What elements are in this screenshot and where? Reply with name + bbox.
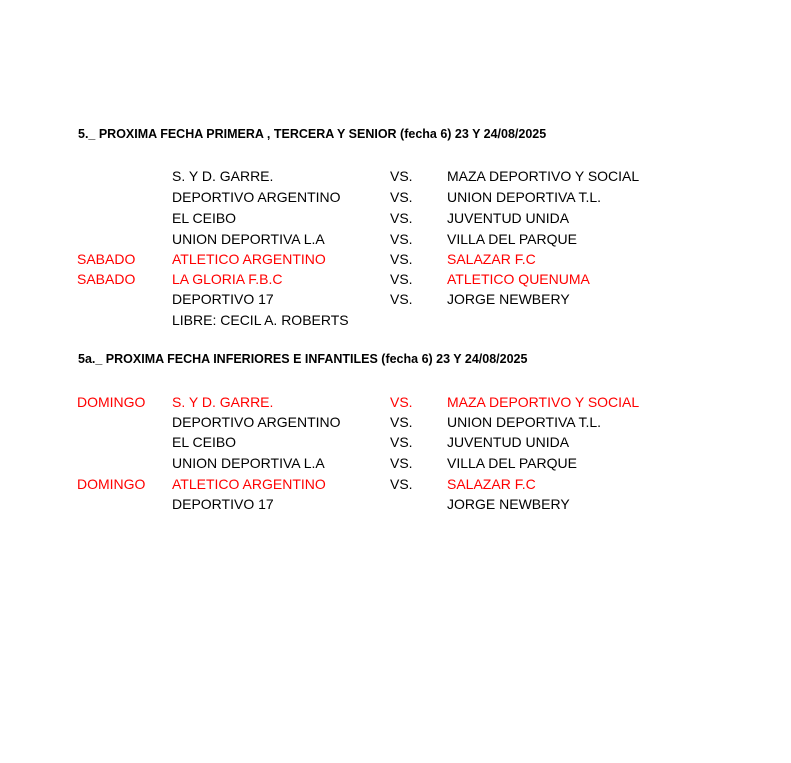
match-day: DOMINGO <box>77 476 146 492</box>
versus-label: VS. <box>390 210 413 226</box>
away-team: UNION DEPORTIVA T.L. <box>447 189 602 205</box>
home-team: S. Y D. GARRE. <box>172 168 274 184</box>
fixture-row <box>0 455 791 475</box>
section-2-title: 5a._ PROXIMA FECHA INFERIORES E INFANTILES (fecha 6) 23 Y 24/08/2025 <box>78 352 528 366</box>
versus-label: VS. <box>390 414 413 430</box>
fixture-row <box>0 414 791 434</box>
section-1-title: 5._ PROXIMA FECHA PRIMERA , TERCERA Y SENIOR (fecha 6) 23 Y 24/08/2025 <box>78 127 547 141</box>
home-team: DEPORTIVO 17 <box>172 291 274 307</box>
fixture-row-highlighted <box>0 394 791 414</box>
away-team: ATLETICO QUENUMA <box>447 271 590 287</box>
fixture-row <box>0 189 791 209</box>
match-day: DOMINGO <box>77 394 146 410</box>
away-team: JORGE NEWBERY <box>447 291 570 307</box>
versus-label: VS. <box>390 476 413 492</box>
versus-label: VS. <box>390 251 413 267</box>
away-team: SALAZAR F.C <box>447 476 536 492</box>
home-team: DEPORTIVO ARGENTINO <box>172 414 341 430</box>
away-team: JUVENTUD UNIDA <box>447 210 570 226</box>
fixture-row-highlighted <box>0 251 791 271</box>
away-team: MAZA DEPORTIVO Y SOCIAL <box>447 394 640 410</box>
away-team: SALAZAR F.C <box>447 251 536 267</box>
fixture-row <box>0 291 791 311</box>
away-team: VILLA DEL PARQUE <box>447 455 577 471</box>
fixture-row-highlighted <box>0 271 791 291</box>
away-team: UNION DEPORTIVA T.L. <box>447 414 602 430</box>
home-team: S. Y D. GARRE. <box>172 394 274 410</box>
home-team: UNION DEPORTIVA L.A <box>172 231 325 247</box>
bye-team: LIBRE: CECIL A. ROBERTS <box>172 312 349 328</box>
away-team: VILLA DEL PARQUE <box>447 231 577 247</box>
home-team: DEPORTIVO 17 <box>172 496 274 512</box>
fixture-row-highlighted <box>0 476 791 496</box>
fixture-row <box>0 496 791 516</box>
away-team: JORGE NEWBERY <box>447 496 570 512</box>
versus-label: VS. <box>390 231 413 247</box>
versus-label: VS. <box>390 291 413 307</box>
match-day: SABADO <box>77 251 136 267</box>
versus-label: VS. <box>390 394 413 410</box>
bye-row <box>0 312 791 332</box>
versus-label: VS. <box>390 455 413 471</box>
home-team: LA GLORIA F.B.C <box>172 271 283 287</box>
fixture-row <box>0 434 791 454</box>
home-team: ATLETICO ARGENTINO <box>172 476 326 492</box>
home-team: DEPORTIVO ARGENTINO <box>172 189 341 205</box>
away-team: JUVENTUD UNIDA <box>447 434 570 450</box>
match-day: SABADO <box>77 271 136 287</box>
home-team: UNION DEPORTIVA L.A <box>172 455 325 471</box>
fixture-row <box>0 168 791 188</box>
fixture-row <box>0 210 791 230</box>
versus-label: VS. <box>390 434 413 450</box>
versus-label: VS. <box>390 168 413 184</box>
home-team: ATLETICO ARGENTINO <box>172 251 326 267</box>
versus-label: VS. <box>390 271 413 287</box>
away-team: MAZA DEPORTIVO Y SOCIAL <box>447 168 640 184</box>
home-team: EL CEIBO <box>172 434 237 450</box>
home-team: EL CEIBO <box>172 210 237 226</box>
versus-label: VS. <box>390 189 413 205</box>
fixture-row <box>0 231 791 251</box>
